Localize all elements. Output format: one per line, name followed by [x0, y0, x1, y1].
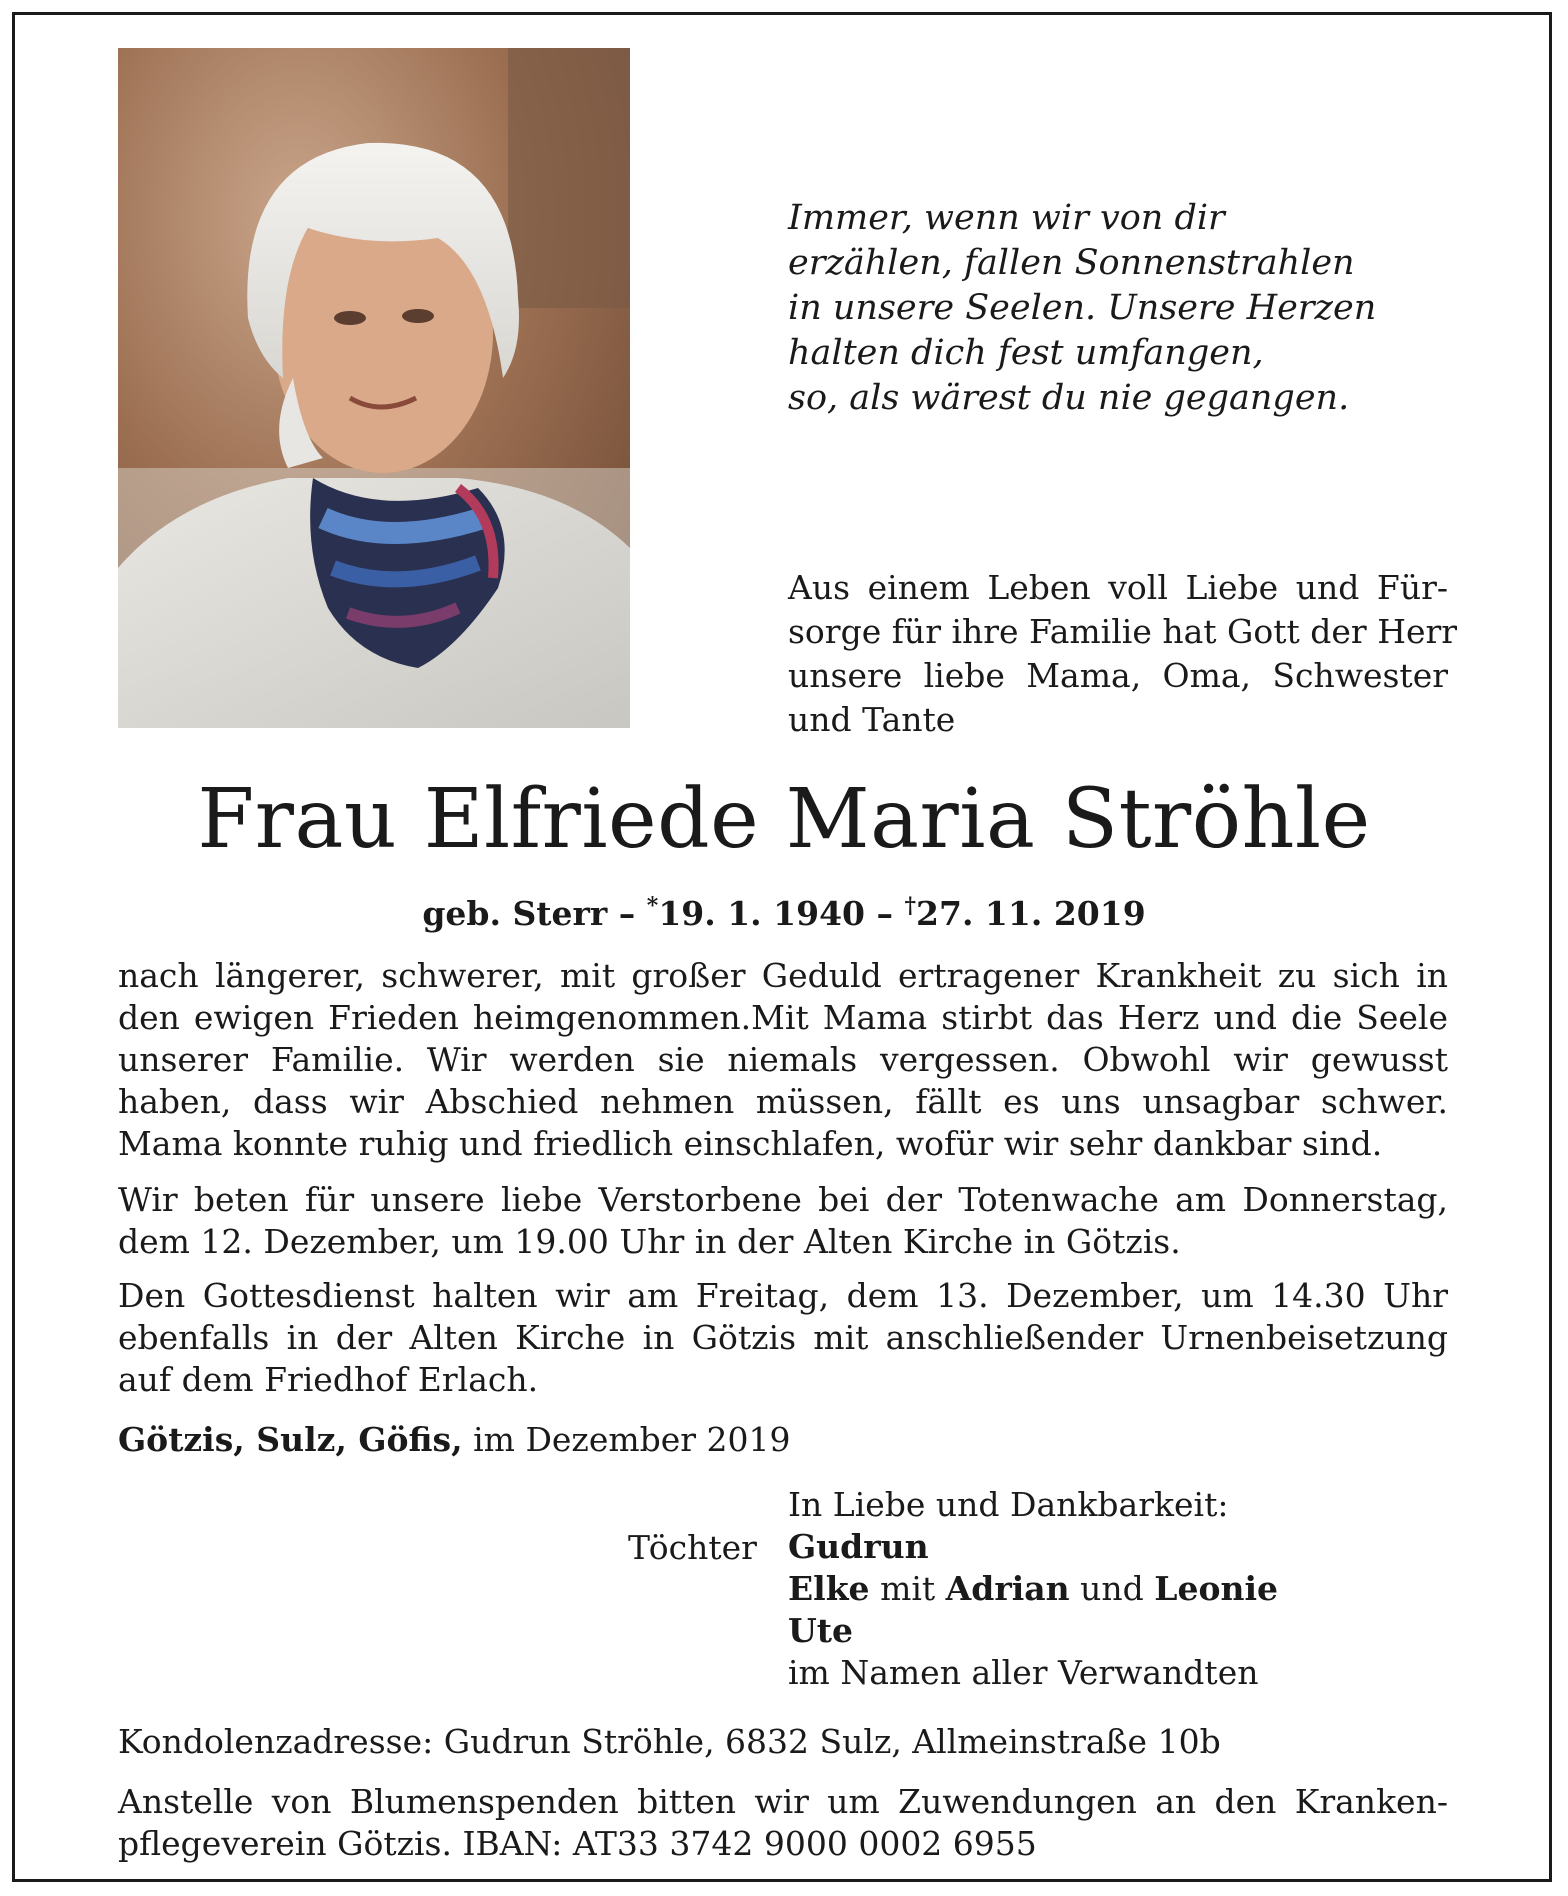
daughters-label: Töchter [628, 1528, 757, 1567]
signature-block [788, 1484, 1278, 1694]
paragraph-announcement [118, 955, 1448, 1165]
poem-line: so, als wärest du nie gegangen. [788, 378, 1350, 418]
intro-line: und Tante [788, 700, 956, 739]
poem-quote [788, 196, 1488, 421]
text-line: pflegeverein Götzis. IBAN: AT33 3742 9000 0002 6955 [118, 1824, 1037, 1863]
daughter-name: Gudrun [788, 1527, 929, 1566]
text-line: Den Gottesdienst halten wir am Freitag, dem 13. Dezember, um 14.30 Uhr [118, 1276, 1448, 1315]
text-line: unserer Familie. Wir werden sie niemals vergessen. Obwohl wir gewusst [118, 1040, 1448, 1079]
signature-intro: In Liebe und Dankbarkeit: [788, 1485, 1229, 1524]
text-line: Anstelle von Blumenspenden bitten wir um Zuwendungen an den Kranken- [118, 1782, 1448, 1821]
birth-date: 19. 1. 1940 [658, 894, 865, 933]
birth-name: geb. Sterr [422, 894, 608, 933]
death-date: 27. 11. 2019 [916, 894, 1146, 933]
text-line: nach längerer, schwerer, mit großer Geduld ertragener Krankheit zu sich in [118, 956, 1448, 995]
intro-line: unsere liebe Mama, Oma, Schwester [788, 656, 1448, 695]
dash: – [618, 894, 636, 933]
place-and-date [118, 1418, 791, 1462]
paragraph-service [118, 1275, 1448, 1401]
connector: und [1080, 1569, 1144, 1608]
family-line [788, 1568, 1278, 1610]
poem-line: in unsere Seelen. Unsere Herzen [788, 288, 1377, 328]
intro-line: Aus einem Leben voll Liebe und Für- [788, 568, 1448, 607]
poem-line: halten dich fest umfangen, [788, 333, 1264, 373]
text-line: Wir beten für unsere liebe Verstorbene bei der Totenwache am Donnerstag, [118, 1180, 1448, 1219]
text-line: haben, dass wir Abschied nehmen müssen, fällt es uns unsagbar schwer. [118, 1082, 1448, 1121]
dash: – [876, 894, 893, 933]
death-symbol: † [904, 893, 917, 919]
towns: Götzis, Sulz, Göfis, [118, 1420, 463, 1459]
text-line: Mama konnte ruhig und friedlich einschlafen, wofür wir sehr dankbar sind. [118, 1124, 1383, 1163]
birth-symbol: * [646, 893, 659, 919]
connector: mit [880, 1569, 936, 1608]
poem-line: Immer, wenn wir von dir [788, 198, 1225, 238]
intro-text [788, 566, 1458, 742]
partner-name: Adrian [945, 1569, 1070, 1608]
text-line: den ewigen Frieden heimgenommen.Mit Mama stirbt das Herz und die Seele [118, 998, 1448, 1037]
text-line: dem 12. Dezember, um 19.00 Uhr in der Alten Kirche in Götzis. [118, 1222, 1181, 1261]
condolence-address: Kondolenzadresse: Gudrun Ströhle, 6832 Sulz, Allmeinstraße 10b [118, 1722, 1221, 1761]
text-line: ebenfalls in der Alten Kirche in Götzis mit anschließender Urnenbeisetzung [118, 1318, 1448, 1357]
intro-line: sorge für ihre Familie hat Gott der Herr [788, 612, 1458, 651]
daughter-name: Elke [788, 1569, 870, 1608]
portrait-photo [118, 48, 630, 728]
daughter-name: Ute [788, 1611, 854, 1650]
deceased-name: Frau Elfriede Maria Ströhle [197, 772, 1371, 867]
text-line: auf dem Friedhof Erlach. [118, 1360, 539, 1399]
signature-closing: im Namen aller Verwandten [788, 1653, 1259, 1692]
child-name: Leonie [1154, 1569, 1279, 1608]
donation-note [118, 1781, 1448, 1865]
poem-line: erzählen, fallen Sonnenstrahlen [788, 243, 1355, 283]
life-dates [0, 884, 1568, 936]
month-year: im Dezember 2019 [473, 1420, 791, 1459]
paragraph-wake [118, 1179, 1448, 1263]
